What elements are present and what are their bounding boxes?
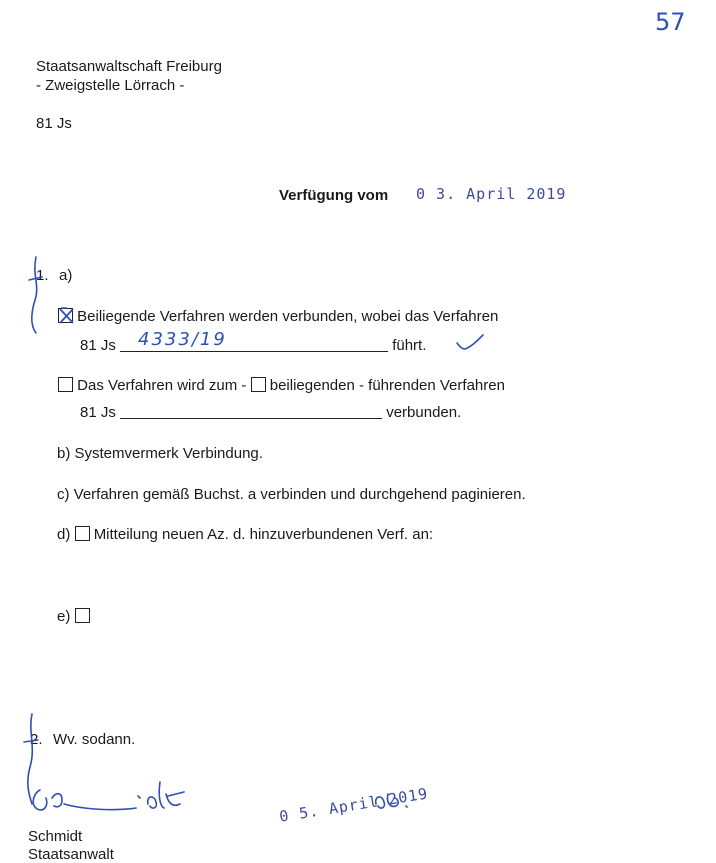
option1-text: Beiliegende Verfahren werden verbunden, wobei das Verfahren [77,308,499,325]
option2-row [58,377,505,394]
option2-prefix: 81 Js [80,404,116,421]
option1-checkbox[interactable] [58,308,73,323]
item2-number: 2. [30,731,43,748]
signature-icon [18,712,193,822]
date-stamp-top: 0 3. April 2019 [416,185,567,203]
item1-d-row [57,526,433,543]
authority-name: Staatsanwaltschaft Freiburg [36,58,222,75]
option1-row [58,308,498,325]
option2-text-before: Das Verfahren wird zum - [77,377,247,394]
option2-ref-row [80,404,461,421]
signatory-name: Schmidt [28,828,83,845]
signatory-title: Staatsanwalt [28,846,114,863]
option1-suffix: führt. [392,337,427,354]
option2-suffix: verbunden. [386,404,462,421]
option1-check-icon [58,307,75,325]
item1-d-text: Mitteilung neuen Az. d. hinzuverbundenen Verf. an: [93,526,434,543]
option1-prefix: 81 Js [80,337,116,354]
item1-b: b) Systemvermerk Verbindung. [57,445,263,462]
document-title: Verfügung vom [279,187,389,204]
stamp-initials-icon [372,788,412,813]
item1-c: c) Verfahren gemäß Buchst. a verbinden und durchgehend paginieren. [57,486,526,503]
option2-checkbox[interactable] [58,377,73,392]
item1-e-label: e) [57,608,71,625]
item1-number: 1. [36,267,49,284]
file-reference: 81 Js [36,115,72,132]
option1-ref-row [80,329,427,354]
page-number-handwritten: 57 [655,8,686,36]
option1-handwritten-number: 4333/19 [138,329,227,350]
option2-text-after: beiliegenden - führenden Verfahren [269,377,505,394]
option2-blank[interactable] [120,404,382,419]
item1-e-row [57,608,90,625]
item1-d-checkbox[interactable] [75,526,90,541]
authority-branch: - Zweigstelle Lörrach - [36,77,185,94]
item1-sub-a: a) [59,267,73,284]
item1-e-checkbox[interactable] [75,608,90,623]
tick-mark-icon [455,333,485,353]
date-stamp-bottom: 0 5. April 2019 [278,784,430,826]
handwritten-mark-item1-icon [26,255,46,335]
item1-d-label: d) [57,526,71,543]
option2-inner-checkbox[interactable] [251,377,266,392]
option1-blank[interactable] [120,329,388,352]
item2-text: Wv. sodann. [53,731,136,748]
